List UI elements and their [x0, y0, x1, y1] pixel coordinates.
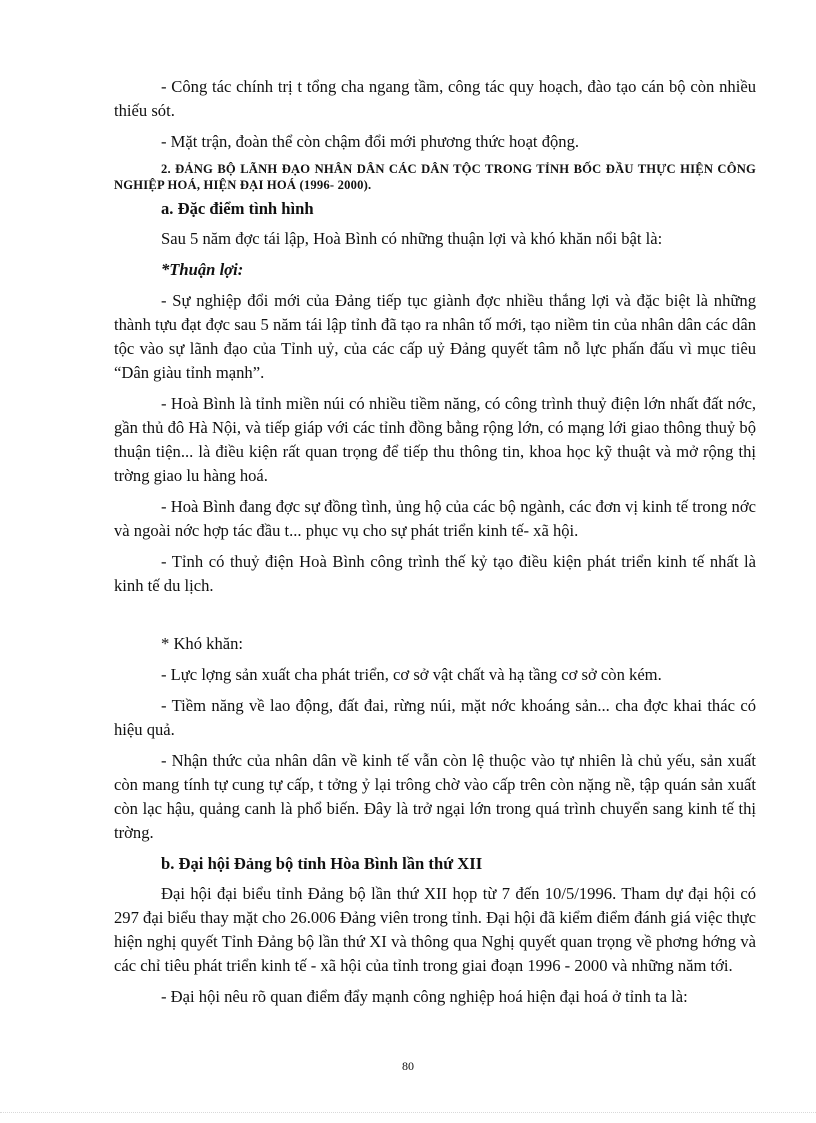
blank-line — [114, 605, 756, 632]
advantage-item: - Sự nghiệp đổi mới của Đảng tiếp tục giành đợc nhiều thắng lợi và đặc biệt là những thành tựu đạt đợc sau 5 năm tái lập tỉnh đã tạo ra nhân tố mới, tạo niềm tin của nhân dân các dân tộc vào sự lãnh đạo của Tỉnh uỷ, của các cấp uỷ Đảng quyết tâm nỗ lực phấn đấu vì mục tiêu “Dân giàu tỉnh mạnh”. — [114, 291, 756, 382]
page-number: 80 — [402, 1059, 414, 1073]
advantage-item: - Tỉnh có thuỷ điện Hoà Bình công trình thế kỷ tạo điều kiện phát triển kinh tế nhất là kinh tế du lịch. — [114, 552, 756, 595]
difficulties-title: * Khó khăn: — [161, 634, 244, 653]
congress-paragraph: Đại hội đại biểu tỉnh Đảng bộ lần thứ XII họp từ 7 đến 10/5/1996. Tham dự đại hội có 297 đại biểu thay mặt cho 26.006 Đảng viên trong tỉnh. Đại hội đã kiểm điểm đánh giá việc thực hiện nghị quyết Tỉnh Đảng bộ lần thứ XI và thông qua Nghị quyết quan trọng về phơng hớng và các chỉ tiêu phát triển kinh tế - xã hội của tỉnh trong giai đoạn 1996 - 2000 và những năm tới. — [114, 884, 756, 975]
difficulty-item: - Nhận thức của nhân dân về kinh tế vẫn còn lệ thuộc vào tự nhiên là chủ yếu, sản xuất còn mang tính tự cung tự cấp, t tởng ỷ lại trông chờ vào cấp trên còn nặng nề, tập quán sản xuất còn lạc hậu, quảng canh là phổ biến. Đây là trở ngại lớn trong quá trình chuyển sang kinh tế thị trờng. — [114, 751, 756, 842]
page-bottom-divider — [0, 1112, 816, 1113]
subsection-a-intro: Sau 5 năm đợc tái lập, Hoà Bình có những thuận lợi và khó khăn nổi bật là: — [161, 229, 663, 248]
section-heading: 2. ĐẢNG BỘ LÃNH ĐẠO NHÂN DÂN CÁC DÂN TỘC TRONG TỈNH BỐC ĐẦU THỰC HIỆN CÔNG NGHIỆP HOÁ, HIỆN ĐẠI HOÁ (1996- 2000). — [114, 162, 756, 192]
advantages-title: *Thuận lợi: — [161, 260, 244, 279]
difficulty-item: - Tiềm năng về lao động, đất đai, rừng núi, mặt nớc khoáng sản... cha đợc khai thác có hiệu quả. — [114, 696, 756, 739]
congress-viewpoint: - Đại hội nêu rõ quan điểm đẩy mạnh công nghiệp hoá hiện đại hoá ở tỉnh ta là: — [161, 987, 688, 1006]
paragraph-political-work: - Công tác chính trị t tổng cha ngang tầm, công tác quy hoạch, đào tạo cán bộ còn nhiều thiếu sót. — [114, 77, 756, 120]
advantage-item: - Hoà Bình đang đợc sự đồng tình, ủng hộ của các bộ ngành, các đơn vị kinh tế trong nớc và ngoài nớc hợp tác đầu t... phục vụ cho sự phát triển kinh tế- xã hội. — [114, 497, 756, 540]
difficulty-item: - Lực lợng sản xuất cha phát triển, cơ sở vật chất và hạ tầng cơ sở còn kém. — [161, 665, 662, 684]
advantage-item: - Hoà Bình là tỉnh miền núi có nhiều tiềm năng, có công trình thuỷ điện lớn nhất đất nớc, gần thủ đô Hà Nội, và tiếp giáp với các tỉnh đồng bằng rộng lớn, có mạng lới giao thông thuỷ bộ thuận tiện... là điều kiện rất quan trọng để tiếp thu thông tin, khoa học kỹ thuật và mở rộng thị trờng giao lu hàng hoá. — [114, 394, 756, 485]
subsection-b-title: b. Đại hội Đảng bộ tỉnh Hòa Bình lần thứ XII — [161, 854, 483, 873]
subsection-a-title: a. Đặc điểm tình hình — [161, 199, 314, 218]
page-content — [114, 75, 756, 1016]
paragraph-front-organizations: - Mặt trận, đoàn thể còn chậm đổi mới phương thức hoạt động. — [161, 132, 580, 151]
